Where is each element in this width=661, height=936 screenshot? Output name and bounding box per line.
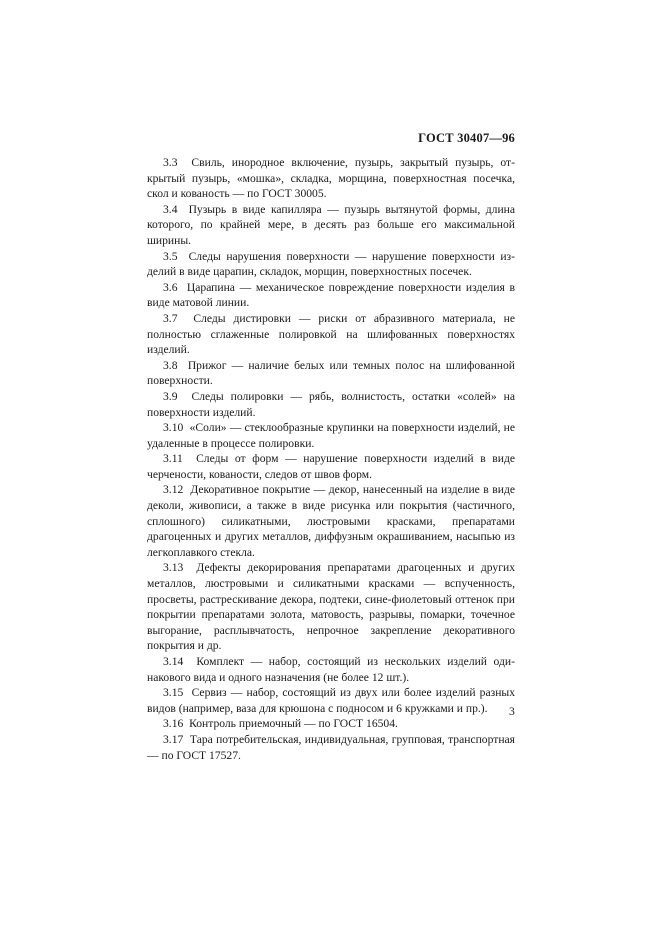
paragraph-text: Комплект — набор, состоящий из нескольких изделий одинакового вида и одного назначения (не более 12 шт.). (147, 655, 515, 684)
paragraph-3-6 (147, 280, 515, 311)
paragraph-text: Декоративное покрытие — декор, нанесенный на изделие в виде деколи, живописи, а также в виде рисунка или покрытия (частичного, сплошного) силикатными, люстровыми красками, препаратами драгоценных и других металлов, диффузным окрашиванием, насыпью из легкоплавкого стекла. (147, 483, 516, 559)
paragraph-text: Тара потребительская, индивидуальная, групповая, транспортная — по ГОСТ 17527. (147, 732, 515, 762)
paragraph-number: 3.14 (163, 655, 184, 668)
paragraph-3-4 (147, 202, 515, 249)
paragraph-3-7 (147, 311, 515, 358)
paragraph-number: 3.4 (163, 202, 178, 216)
document-body (147, 155, 515, 763)
paragraph-3-12 (147, 482, 515, 560)
paragraph-3-13 (147, 560, 515, 654)
paragraph-3-9 (147, 389, 515, 420)
paragraph-text: Следы полировки — рябь, волнистость, остатки «солей» на поверхности изделий. (147, 389, 515, 419)
paragraph-number: 3.9 (163, 389, 178, 403)
paragraph-text: Следы от форм — нарушение поверхности изделий в виде черчености, кованости, следов от швов форм. (147, 452, 515, 481)
paragraph-number: 3.6 (163, 280, 178, 294)
paragraph-3-14 (147, 654, 515, 685)
paragraph-text: Контроль приемочный — по ГОСТ 16504. (189, 717, 398, 731)
paragraph-number: 3.12 (163, 483, 184, 497)
paragraph-text: Следы дистировки — риски от абразивного материала, не полностью сглаженные полировкой на шлифованных поверхностях изделий. (147, 311, 515, 357)
paragraph-text: Следы нарушения поверхности — нарушение поверхности изделий в виде царапин, складок, морщин, поверхностных посечек. (147, 249, 515, 279)
paragraph-number: 3.11 (163, 452, 183, 466)
paragraph-3-5 (147, 249, 515, 280)
paragraph-3-11 (147, 451, 515, 482)
paragraph-text: Сервиз — набор, состоящий из двух или более изделий разных видов (например, ваза для крюшона с подносом и 6 кружками и пр.). (147, 686, 515, 715)
paragraph-number: 3.3 (163, 156, 178, 169)
paragraph-3-10 (147, 420, 515, 451)
paragraph-number: 3.16 (163, 717, 184, 731)
paragraph-text: Свиль, инородное включение, пузырь, закрытый пузырь, открытый пузырь, «мошка», складка, морщина, поверхностная посечка, скол и кованость — по ГОСТ 30005. (147, 156, 515, 201)
document-header: ГОСТ 30407—96 (418, 131, 515, 145)
paragraph-3-15 (147, 685, 515, 716)
paragraph-3-16 (147, 716, 515, 732)
paragraph-number: 3.5 (163, 249, 178, 263)
paragraph-number: 3.13 (163, 561, 184, 575)
paragraph-number: 3.17 (163, 732, 184, 746)
paragraph-text: Пузырь в виде капилляра — пузырь вытянутой формы, длина которого, по крайней мере, в десять раз больше его максимальной ширины. (147, 202, 515, 247)
paragraph-text: Дефекты декорирования препаратами драгоценных и других металлов, люстровыми и силикатными красками — вспученность, просветы, растрескивание декора, подтеки, сине-фиолетовый оттенок при покрытии препаратами золота, матовость, разрывы, помарки, точечное выгорание, расплывчатость, непрочное закрепление декоративного покрытия и др. (147, 561, 515, 653)
paragraph-3-8 (147, 358, 515, 389)
paragraph-number: 3.15 (163, 686, 184, 700)
paragraph-3-3 (147, 155, 515, 202)
paragraph-number: 3.10 (163, 421, 184, 435)
page-number: 3 (509, 705, 515, 718)
paragraph-text: Царапина — механическое повреждение поверхности изделия в виде матовой линии. (147, 280, 516, 310)
paragraph-number: 3.7 (163, 311, 178, 325)
paragraph-text: «Соли» — стеклообразные крупинки на поверхности изделий, не удаленные в процессе полировки. (147, 421, 516, 450)
paragraph-text: Прижог — наличие белых или темных полос на шлифованной поверхности. (147, 358, 516, 388)
paragraph-3-17 (147, 732, 515, 763)
paragraph-number: 3.8 (163, 358, 178, 372)
